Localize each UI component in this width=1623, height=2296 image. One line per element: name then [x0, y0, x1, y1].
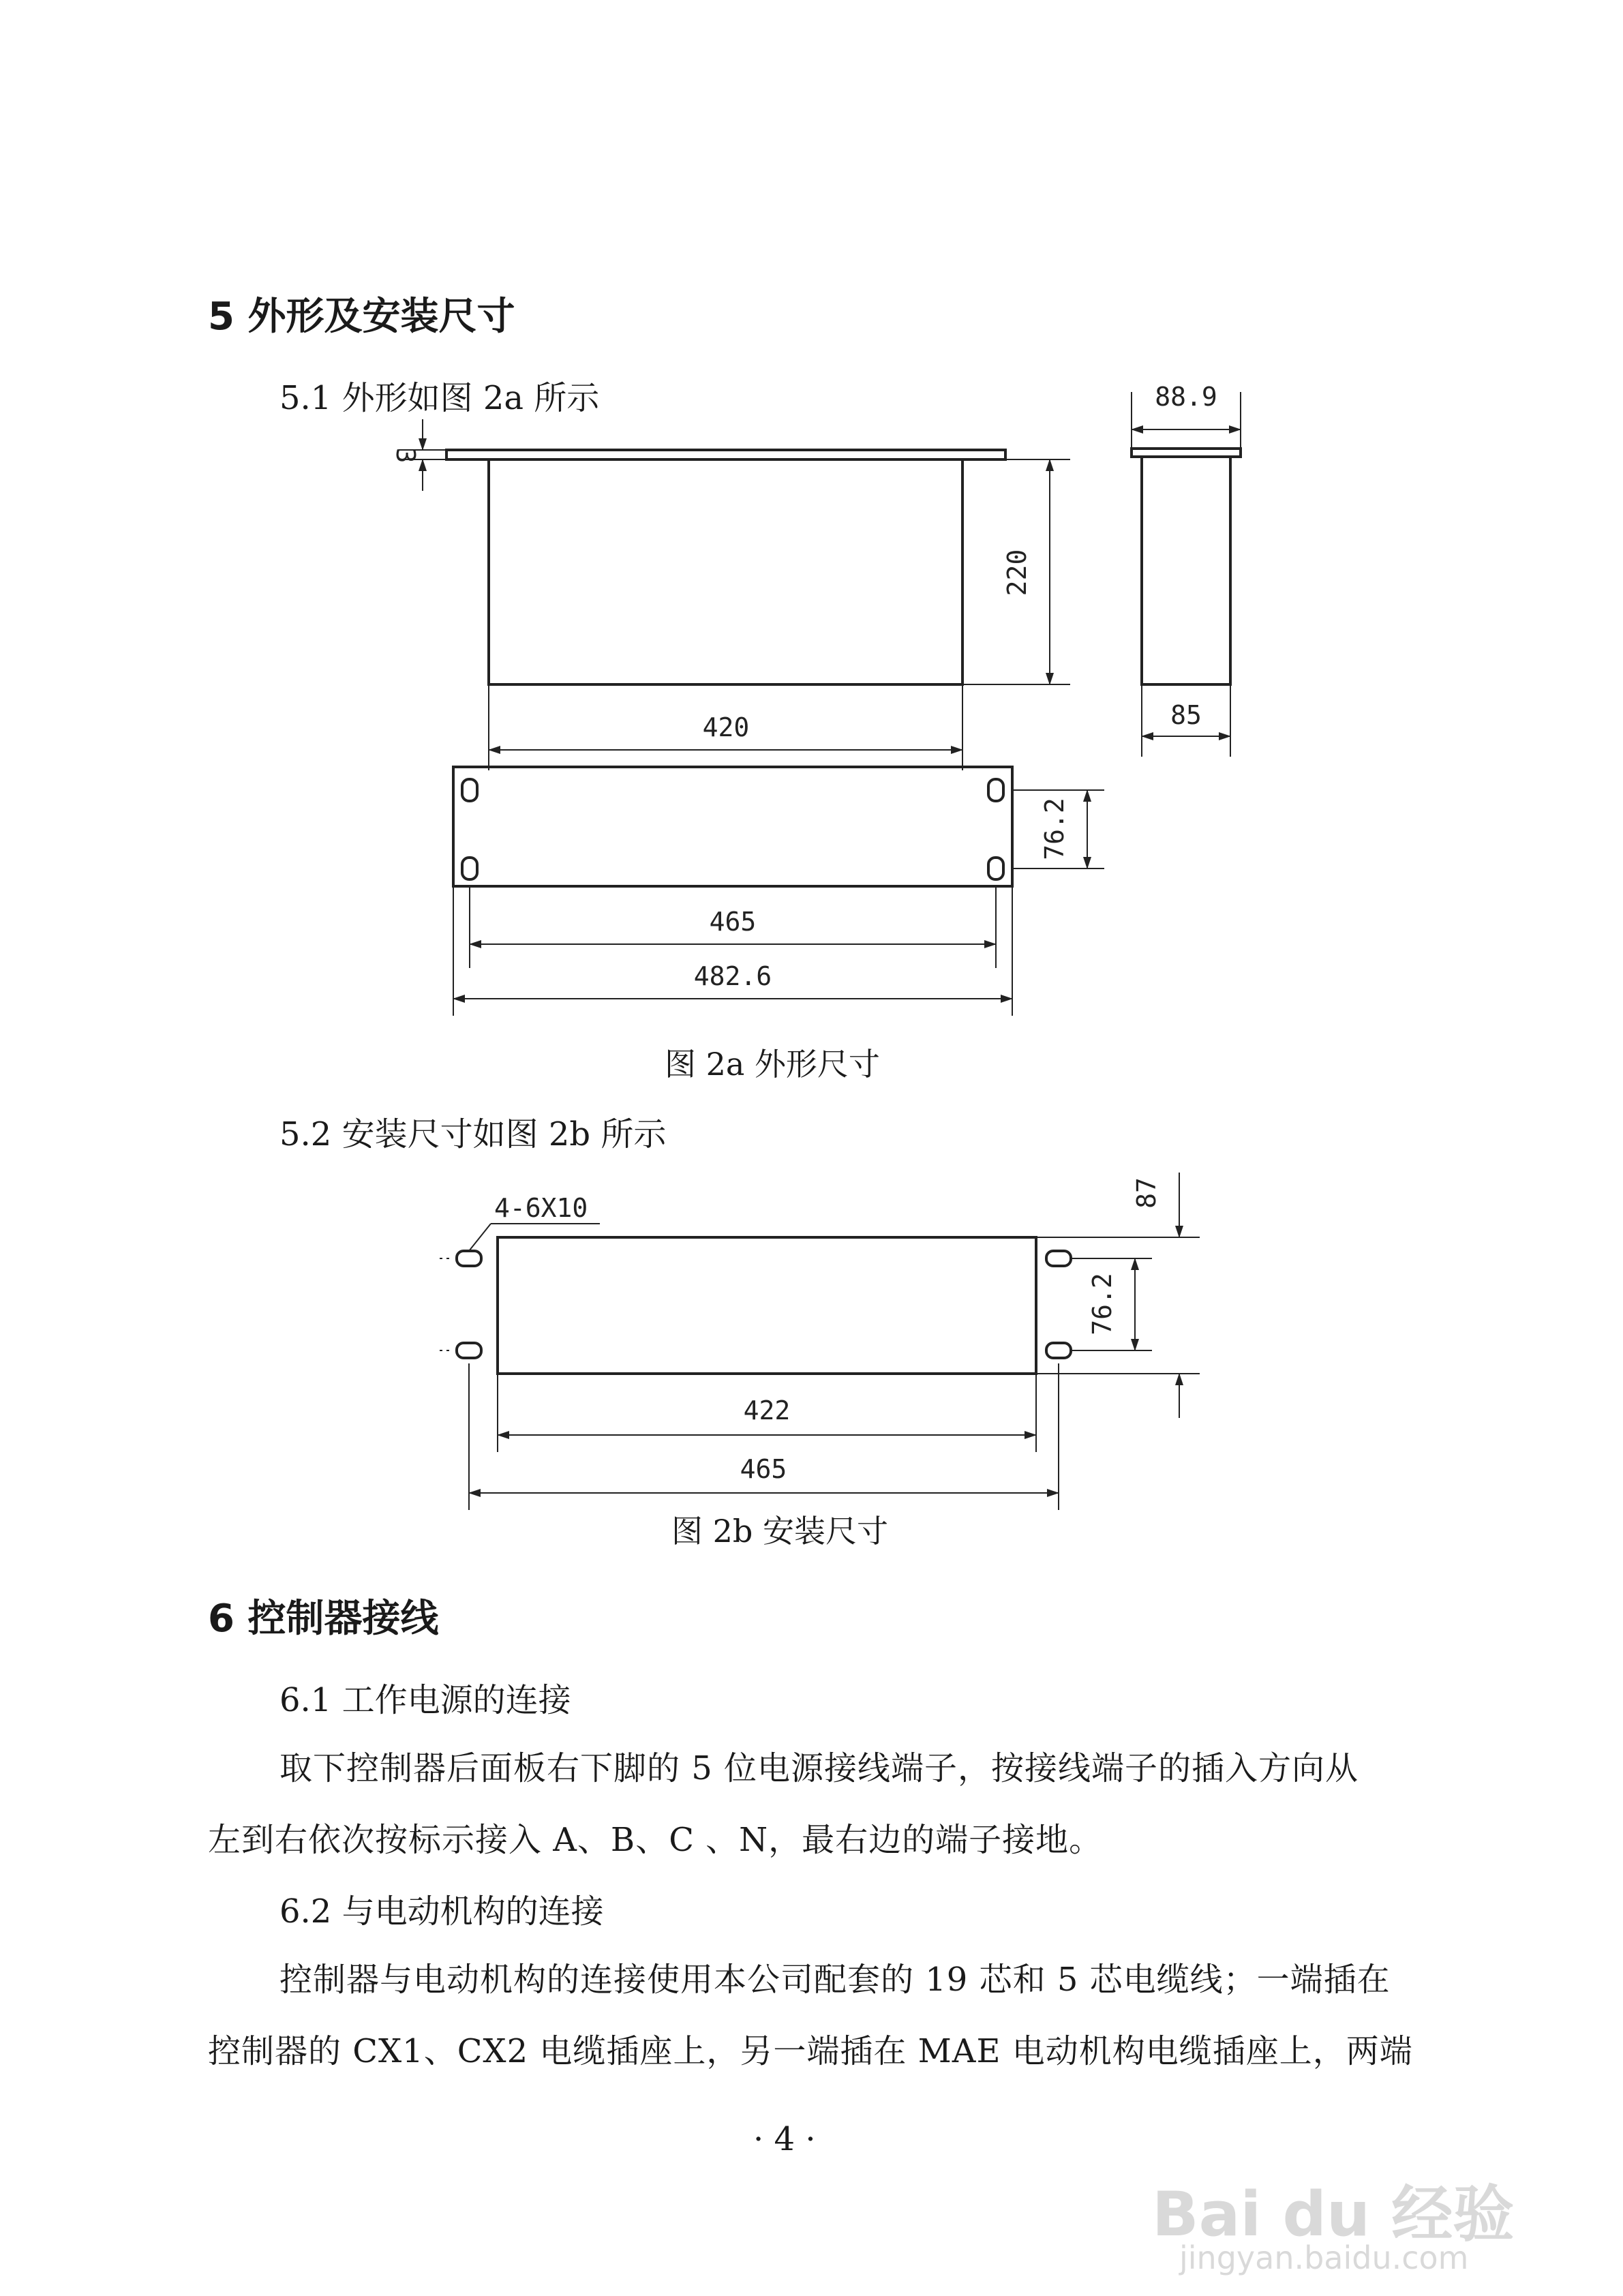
- dim-76-2: 76.2: [1040, 798, 1070, 860]
- dim-3: 3: [391, 447, 421, 464]
- section-6-heading: 6 控制器接线: [208, 1597, 439, 1641]
- figure-2b-caption: 图 2b 安装尺寸: [671, 1513, 888, 1550]
- side-body: [1142, 457, 1230, 684]
- dim-220: 220: [1002, 549, 1032, 596]
- dim-465-b: 465: [740, 1454, 787, 1484]
- paragraph-6-1-line1: 取下控制器后面板右下脚的 5 位电源接线端子，按接线端子的插入方向从: [279, 1749, 1359, 1787]
- section-5-heading: 5 外形及安装尺寸: [208, 294, 515, 339]
- page-number: · 4 ·: [753, 2120, 816, 2158]
- figure-2a-caption: 图 2a 外形尺寸: [665, 1046, 880, 1083]
- dim-482-6: 482.6: [693, 961, 772, 991]
- subsection-6-1: 6.1 工作电源的连接: [279, 1681, 571, 1719]
- dim-87: 87: [1132, 1177, 1162, 1209]
- paragraph-6-2-line1: 控制器与电动机构的连接使用本公司配套的 19 芯和 5 芯电缆线；一端插在: [279, 1961, 1391, 1999]
- subsection-6-2: 6.2 与电动机构的连接: [279, 1892, 604, 1931]
- front-top-plate: [446, 450, 1005, 459]
- dim-76-2-b: 76.2: [1087, 1273, 1117, 1335]
- subsection-5-1: 5.1 外形如图 2a 所示: [279, 379, 600, 417]
- subsection-5-2: 5.2 安装尺寸如图 2b 所示: [279, 1115, 667, 1153]
- dim-holes: 4-6X10: [494, 1193, 588, 1223]
- dim-465: 465: [709, 907, 757, 937]
- dim-420: 420: [702, 712, 750, 742]
- side-top-plate: [1132, 449, 1241, 457]
- cutout-rect: [498, 1237, 1036, 1374]
- baidu-watermark-logo: Bai du 经验: [1152, 2179, 1515, 2250]
- dim-422: 422: [743, 1395, 791, 1425]
- paragraph-6-2-line2: 控制器的 CX1、CX2 电缆插座上，另一端插在 MAE 电动机构电缆插座上，两端: [208, 2032, 1413, 2070]
- dim-85: 85: [1170, 700, 1202, 730]
- front-panel: [453, 767, 1012, 886]
- front-body: [489, 459, 962, 684]
- dim-88-9: 88.9: [1155, 382, 1217, 412]
- baidu-watermark-url: jingyan.baidu.com: [1179, 2239, 1469, 2276]
- paragraph-6-1-line2: 左到右依次按标示接入 A、B、C 、N，最右边的端子接地。: [208, 1821, 1103, 1859]
